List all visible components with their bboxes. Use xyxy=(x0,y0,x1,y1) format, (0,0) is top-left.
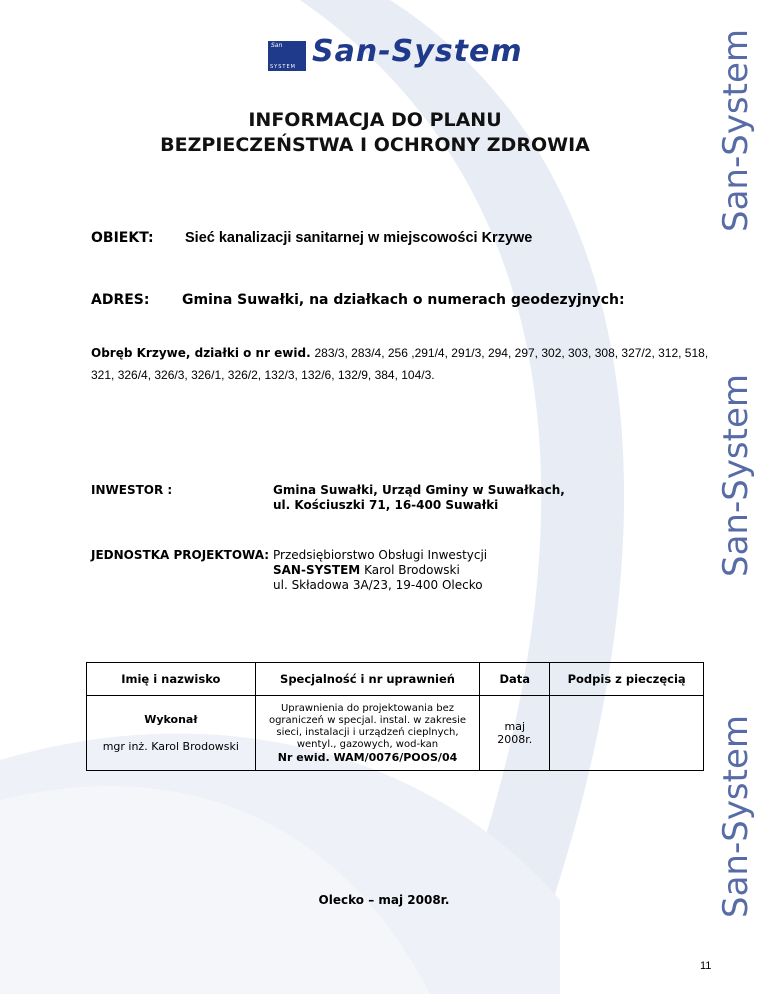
side-watermark-1: San-System xyxy=(716,28,756,232)
side-watermark-2: San-System xyxy=(716,373,756,577)
investor-line-2: ul. Kościuszki 71, 16-400 Suwałki xyxy=(273,498,499,512)
footer-place-date: Olecko – maj 2008r. xyxy=(318,893,450,907)
design-unit-value xyxy=(273,548,487,593)
page-number: 11 xyxy=(700,960,712,972)
logo-text: San-System xyxy=(312,34,523,69)
cell-date-year: 2008r. xyxy=(497,733,533,746)
plot-heading: Obręb Krzywe, działki o nr ewid. xyxy=(91,346,311,360)
table-header-row xyxy=(87,663,704,696)
logo-mark xyxy=(268,41,306,71)
cell-date-month: maj xyxy=(504,720,526,733)
col-header-signature: Podpis z pieczęcią xyxy=(550,663,704,696)
cell-date xyxy=(480,696,550,771)
address-label: ADRES: xyxy=(91,292,150,308)
investor-line-1: Gmina Suwałki, Urząd Gminy w Suwałkach, xyxy=(273,483,565,497)
object-label: OBIEKT: xyxy=(91,230,154,246)
cell-permissions: Uprawnienia do projektowania bez ograniczeń w specjal. instal. w zakresie sieci, instalacji i urządzeń cieplnych, wentyl., gazowych, wod-kan xyxy=(268,702,467,750)
address-value: Gmina Suwałki, na działkach o numerach geodezyjnych: xyxy=(182,292,625,308)
signature-table xyxy=(86,662,704,771)
document-title xyxy=(120,108,630,158)
logo-small-bottom: SYSTEM xyxy=(270,64,296,70)
title-line-2: BEZPIECZEŃSTWA I OCHRONY ZDROWIA xyxy=(160,134,590,156)
side-watermark-3: San-System xyxy=(716,714,756,918)
design-unit-line-2 xyxy=(273,563,487,578)
title-line-1: INFORMACJA DO PLANU xyxy=(248,109,502,131)
plot-list xyxy=(91,342,731,386)
cell-specialty xyxy=(255,696,480,771)
col-header-name: Imię i nazwisko xyxy=(87,663,256,696)
object-value: Sieć kanalizacji sanitarnej w miejscowości Krzywe xyxy=(185,230,533,246)
cell-signature xyxy=(550,696,704,771)
investor-value xyxy=(273,483,565,513)
cell-role: Wykonał xyxy=(144,713,198,726)
design-unit-company: SAN-SYSTEM xyxy=(273,563,361,577)
plot-numbers: 283/3, 283/4, 256 ,291/4, 291/3, 294, 297, 302, 303, 308, 327/2, 312, 518, 321, 326/4, 326/3, 326/1, 326/2, 132/3, 132/6, 132/9, 384, 104/3. xyxy=(91,346,709,382)
table-row xyxy=(87,696,704,771)
investor-label: INWESTOR : xyxy=(91,483,173,497)
cell-person: mgr inż. Karol Brodowski xyxy=(102,740,239,753)
design-unit-line-1: Przedsiębiorstwo Obsługi Inwestycji xyxy=(273,548,488,562)
design-unit-label: JEDNOSTKA PROJEKTOWA: xyxy=(91,548,270,562)
col-header-date: Data xyxy=(480,663,550,696)
design-unit-line-3: ul. Składowa 3A/23, 19-400 Olecko xyxy=(273,578,483,592)
design-unit-owner: Karol Brodowski xyxy=(360,563,460,577)
logo-small-top: San xyxy=(271,42,283,49)
col-header-specialty: Specjalność i nr uprawnień xyxy=(255,663,480,696)
cell-name xyxy=(87,696,256,771)
cell-permit-number: Nr ewid. WAM/0076/POOS/04 xyxy=(277,750,458,764)
